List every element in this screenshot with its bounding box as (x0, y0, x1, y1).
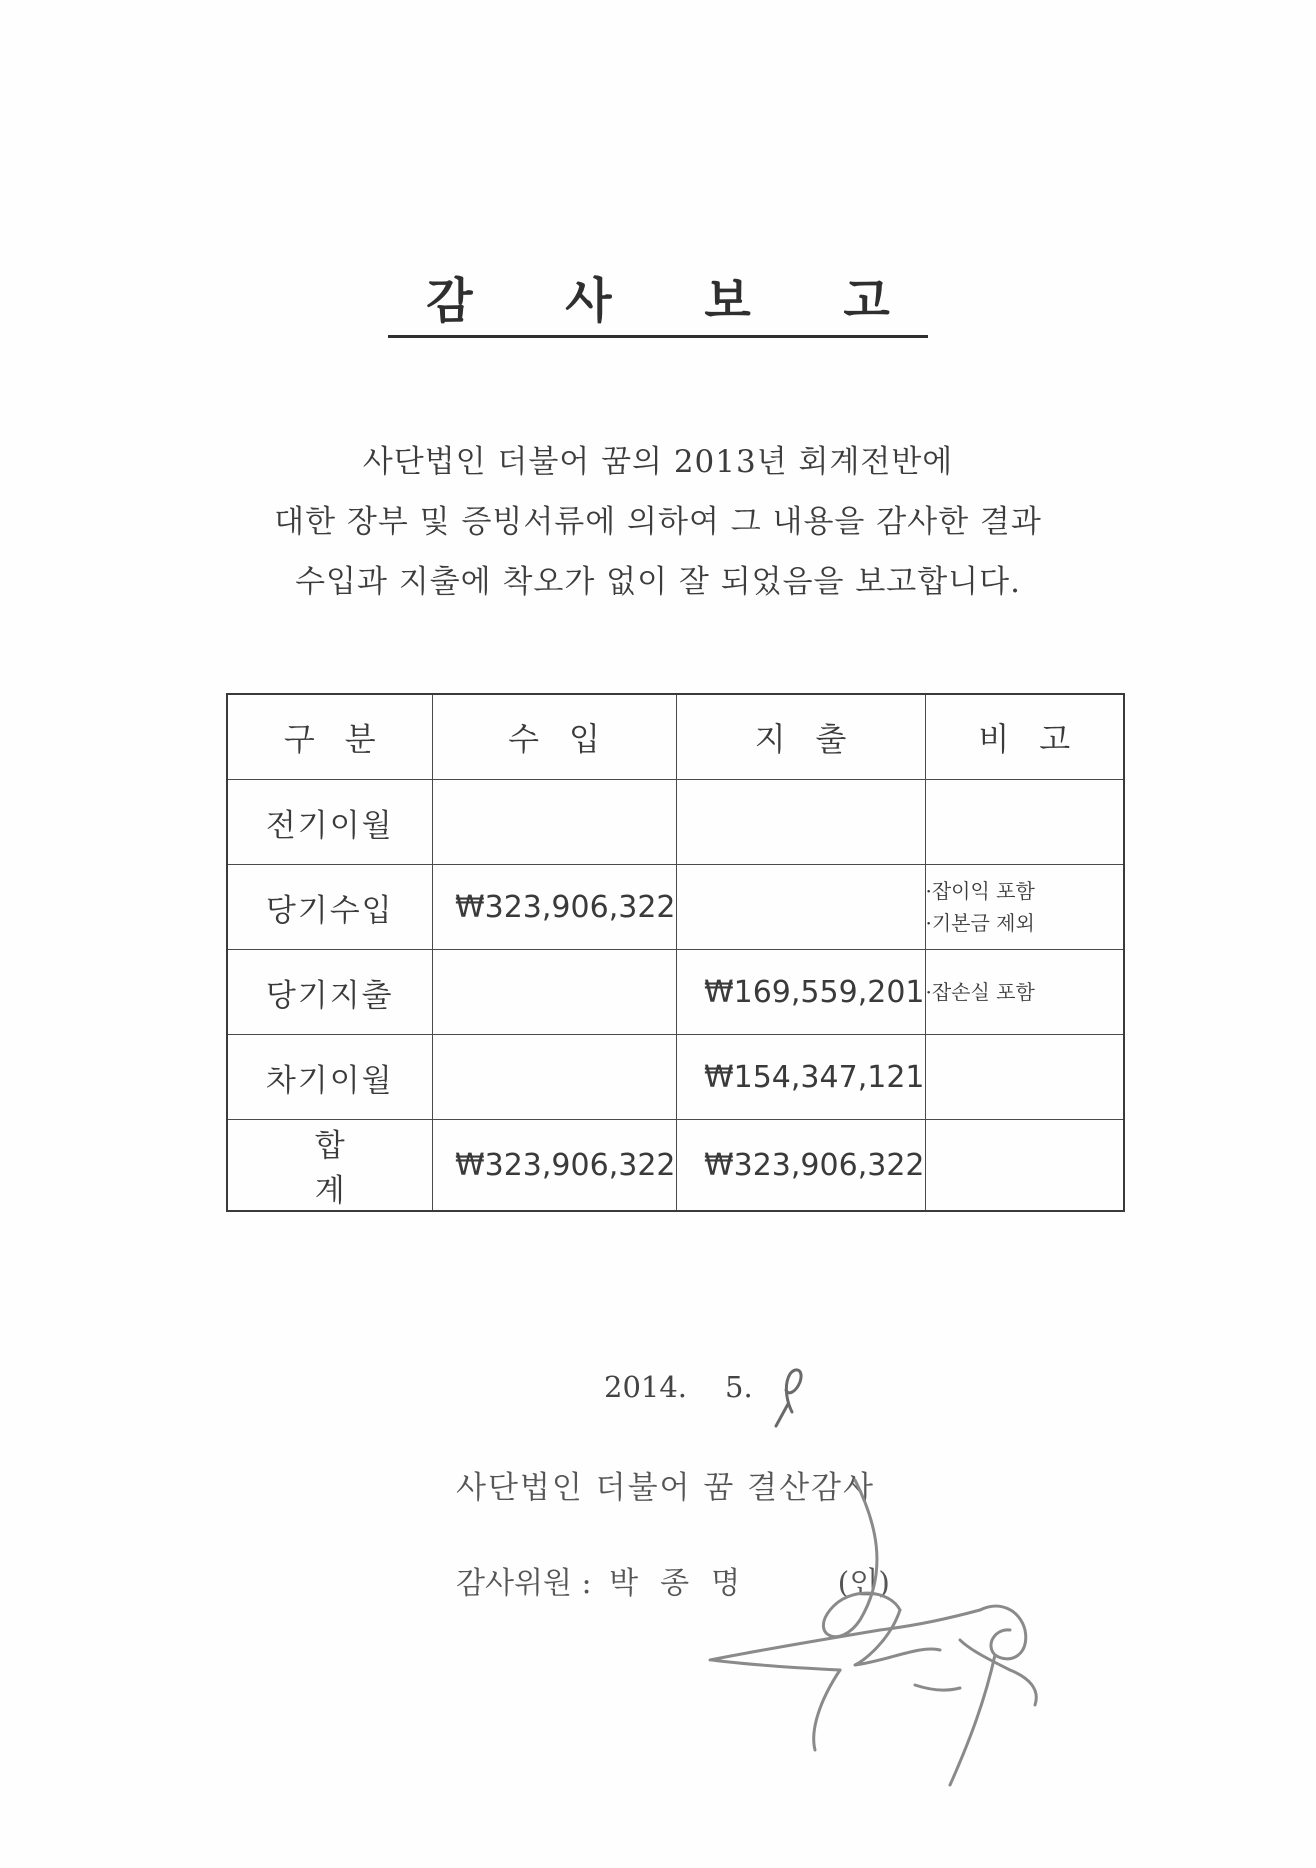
report-date (604, 1370, 753, 1404)
remarks-cell (925, 1035, 1124, 1120)
statement-line-2: 대한 장부 및 증빙서류에 의하여 그 내용을 감사한 결과 (274, 504, 1042, 540)
expense-cell: ₩169,559,201 (676, 950, 925, 1035)
table-row (227, 1035, 1124, 1120)
row-label: 차기이월 (227, 1035, 432, 1120)
header-category: 구분 (227, 694, 432, 780)
auditor-signature (690, 1460, 1070, 1790)
remark-line: ·잡이익 포함 (925, 879, 1035, 903)
auditor-name: 박종명 (609, 1566, 763, 1601)
remarks-cell (925, 950, 1124, 1035)
row-label: 합계 (227, 1120, 432, 1212)
organization-line: 사단법인 더불어 꿈 결산감사 (456, 1470, 875, 1506)
remarks-cell (925, 865, 1124, 950)
audit-summary-table (226, 693, 1125, 1212)
auditor-role: 감사위원 : (456, 1566, 592, 1601)
expense-cell: ₩154,347,121 (676, 1035, 925, 1120)
expense-cell (676, 865, 925, 950)
table-row (227, 865, 1124, 950)
remarks-cell (925, 1120, 1124, 1212)
remarks-cell (925, 780, 1124, 865)
income-cell (432, 950, 676, 1035)
expense-cell: ₩323,906,322 (676, 1120, 925, 1212)
income-cell (432, 1035, 676, 1120)
document-title-block (0, 262, 1316, 338)
statement-line-3: 수입과 지출에 착오가 없이 잘 되었음을 보고합니다. (295, 564, 1021, 600)
date-month: 5. (725, 1370, 753, 1404)
remark-line: ·잡손실 포함 (925, 980, 1035, 1004)
table-row (227, 950, 1124, 1035)
row-label: 전기이월 (227, 780, 432, 865)
row-label: 당기지출 (227, 950, 432, 1035)
date-year: 2014. (604, 1370, 688, 1404)
income-cell (432, 780, 676, 865)
header-remarks: 비고 (925, 694, 1124, 780)
table-header-row (227, 694, 1124, 780)
expense-cell (676, 780, 925, 865)
table-total-row (227, 1120, 1124, 1212)
statement-line-1: 사단법인 더불어 꿈의 2013년 회계전반에 (362, 444, 954, 480)
auditor-seal-mark: (인) (837, 1566, 891, 1601)
header-income: 수입 (432, 694, 676, 780)
table-row (227, 780, 1124, 865)
remark-line: ·기본금 제외 (925, 911, 1035, 935)
report-statement (0, 432, 1316, 612)
document-title: 감 사 보 고 (388, 262, 928, 338)
handwritten-day-mark (766, 1360, 816, 1430)
row-label: 당기수입 (227, 865, 432, 950)
header-expense: 지출 (676, 694, 925, 780)
income-cell: ₩323,906,322 (432, 1120, 676, 1212)
income-cell: ₩323,906,322 (432, 865, 676, 950)
